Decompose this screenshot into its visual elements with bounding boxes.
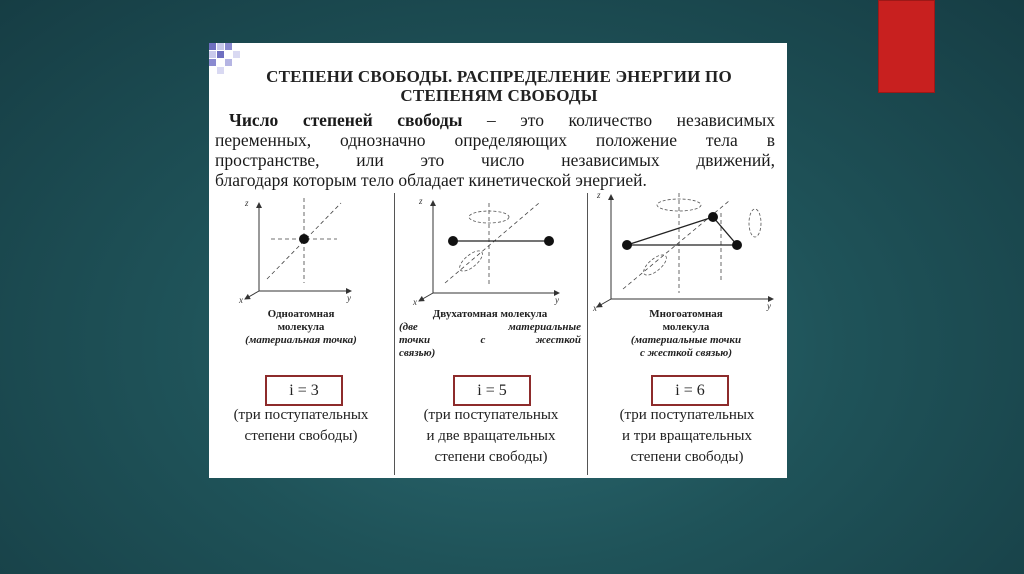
formula-box-monatomic: i = 3 — [265, 375, 343, 406]
note-line: и две вращательных — [426, 428, 556, 444]
formula-box-polyatomic: i = 6 — [651, 375, 729, 406]
note-line: и три вращательных — [622, 428, 752, 444]
note-monatomic — [209, 405, 393, 447]
caption-line: точки с жесткой — [399, 334, 581, 346]
z-axis-label: z — [245, 198, 249, 208]
caption-line: (две материальные — [399, 321, 581, 333]
note-line: степени свободы) — [434, 449, 548, 465]
caption-line: (материальная точка) — [245, 334, 357, 346]
monatomic-diagram — [238, 198, 351, 305]
diatomic-diagram — [412, 196, 559, 307]
note-diatomic — [396, 405, 586, 468]
caption-line: молекула — [277, 321, 325, 333]
column-separator — [394, 193, 395, 475]
column-separator — [587, 193, 588, 475]
title-line-2: СТЕПЕНЯМ СВОБОДЫ — [400, 86, 598, 105]
caption-diatomic — [399, 308, 581, 360]
definition-line-2: переменных, однозначно определяющих положение тела в — [215, 130, 775, 150]
atom-icon — [544, 236, 554, 246]
atom-icon — [708, 212, 718, 222]
x-axis-label: x — [239, 295, 243, 305]
note-line: (три поступательных — [619, 407, 755, 423]
atom-icon — [732, 240, 742, 250]
note-polyatomic — [589, 405, 785, 468]
definition-line-3: пространстве, или это число независимых движений, — [215, 150, 775, 170]
caption-line: связью) — [399, 347, 436, 359]
note-line: степени свободы) — [244, 428, 358, 444]
caption-line: (материальные точки — [630, 334, 742, 346]
z-axis-label: z — [419, 196, 423, 206]
note-line: степени свободы) — [630, 449, 744, 465]
z-axis-label: z — [597, 190, 601, 200]
x-axis-label: x — [413, 297, 417, 307]
atom-icon — [299, 234, 309, 244]
atom-icon — [622, 240, 632, 250]
caption-line: Одноатомная — [267, 308, 335, 320]
caption-monatomic — [215, 308, 387, 347]
definition-line-4: благодаря которым тело обладает кинетической энергией. — [215, 170, 647, 190]
caption-line: молекула — [662, 321, 710, 333]
caption-polyatomic — [593, 308, 779, 360]
red-accent-tab — [878, 0, 935, 93]
definition-term: Число степеней свободы — [229, 110, 463, 130]
y-axis-label: y — [555, 295, 559, 305]
title-line-1: СТЕПЕНИ СВОБОДЫ. РАСПРЕДЕЛЕНИЕ ЭНЕРГИИ ПО — [266, 67, 732, 86]
definition-line-1-rest: – это количество независимых — [462, 110, 775, 130]
polyatomic-diagram — [592, 190, 773, 313]
note-line: (три поступательных — [233, 407, 369, 423]
caption-line: Двухатомная молекула — [432, 308, 548, 320]
note-line: (три поступательных — [423, 407, 559, 423]
caption-line: с жесткой связью) — [640, 347, 732, 359]
x-axis-label: x — [593, 303, 597, 313]
atom-icon — [448, 236, 458, 246]
y-axis-label: y — [347, 293, 351, 303]
formula-box-diatomic: i = 5 — [453, 375, 531, 406]
y-axis-label: y — [767, 301, 771, 311]
caption-line: Многоатомная — [649, 308, 723, 320]
molecule-diagrams — [209, 43, 787, 323]
slide-image — [209, 43, 787, 478]
